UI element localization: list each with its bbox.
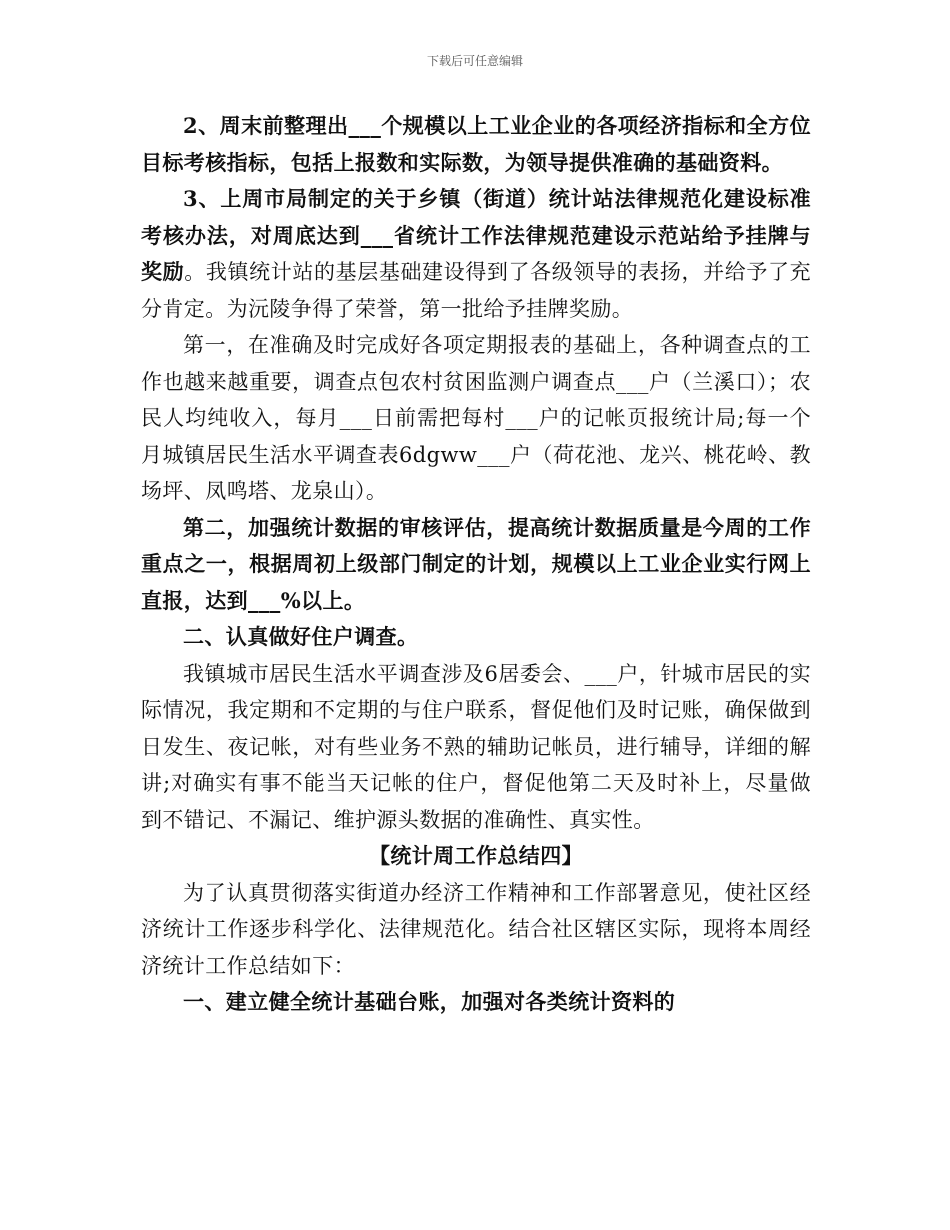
paragraph-1: 2、周末前整理出___个规模以上工业企业的各项经济指标和全方位目标考核指标，包括上报数和实际数，为领导提供准确的基础资料。 [141,113,811,175]
paragraph-2-bold: 3、上周市局制定的关于乡镇（街道）统计站法律规范化建设标准考核办法，对周底达到___省统计工作法律规范建设示范站给予挂牌与奖励 [141,186,811,284]
paragraph-6: 为了认真贯彻落实街道办经济工作精神和工作部署意见，使社区经济统计工作逐步科学化、法律规范化。结合社区辖区实际，现将本周经济统计工作总结如下： [141,880,811,978]
paragraph-4: 第二，加强统计数据的审核评估，提高统计数据质量是今周的工作重点之一，根据周初上级部门制定的计划，规模以上工业企业实行网上直报，达到___%以上。 [141,514,811,613]
paragraph-5: 我镇城市居民生活水平调查涉及6居委会、___户，针城市居民的实际情况，我定期和不定期的与住户联系，督促他们及时记账，确保做到日发生、夜记帐，对有些业务不熟的辅助记帐员，进行辅导，详细的解讲;对确实有事不能当天记帐的住户，督促他第二天及时补上，尽量做到不错记、不漏记、维护源头数据的准确性、真实性。 [141,661,811,832]
paragraph-2 [141,181,811,327]
section-heading-1: 一、建立健全统计基础台账，加强对各类统计资料的 [183,989,676,1014]
section-heading-2: 二、认真做好住户调查。 [183,624,419,649]
paragraph-2-normal: 。我镇统计站的基层基础建设得到了各级领导的表扬，并给予了充分肯定。为沅陵争得了荣誉，第一批给予挂牌奖励。 [141,260,811,321]
section-title: 【统计周工作总结四】 [369,843,583,868]
document-body [141,108,811,1021]
paragraph-3: 第一，在准确及时完成好各项定期报表的基础上，各种调查点的工作也越来越重要，调查点包农村贫困监测户调查点___户（兰溪口）；农民人均纯收入，每月___日前需把每村___户的记帐页报统计局;每一个月城镇居民生活水平调查表6dgww___户（荷花池、龙兴、桃花岭、教场坪、凤鸣塔、龙泉山）。 [141,333,811,503]
page-header: 下载后可任意编辑 [426,54,523,68]
